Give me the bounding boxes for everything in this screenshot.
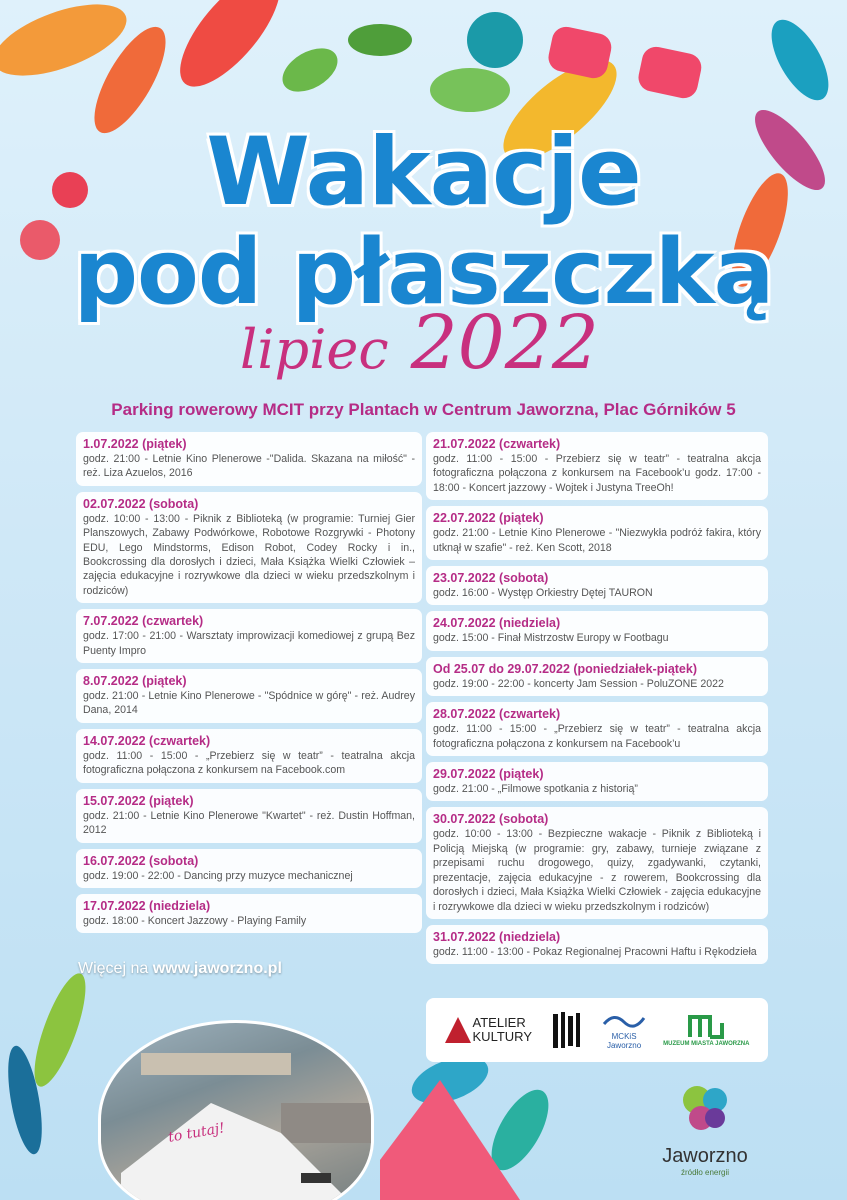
museum-name: MUZEUM MIASTA JAWORZNA xyxy=(663,1041,750,1047)
atelier-kultury-logo xyxy=(445,1016,532,1044)
event-text: godz. 21:00 - „Filmowe spotkania z historią” xyxy=(433,783,638,796)
museum-icon xyxy=(686,1013,726,1039)
atelier-line1: ATELIER xyxy=(472,1015,526,1030)
venue: Parking rowerowy MCIT przy Plantach w Centrum Jaworzna, Plac Górników 5 xyxy=(111,400,736,419)
event-date: 21.07.2022 (czwartek) xyxy=(433,437,561,451)
month-year xyxy=(240,300,599,386)
event-card xyxy=(76,789,422,843)
event-date: Od 25.07 do 29.07.2022 (poniedziałek-piątek) xyxy=(433,661,697,676)
event-card xyxy=(76,609,422,663)
event-card xyxy=(76,432,422,486)
event-date: 22.07.2022 (piątek) xyxy=(433,511,544,526)
event-card xyxy=(76,669,422,723)
event-date: 7.07.2022 (czwartek) xyxy=(83,614,204,629)
month-label: lipiec xyxy=(240,318,389,381)
event-date: 02.07.2022 (sobota) xyxy=(83,496,199,511)
event-card xyxy=(76,492,422,603)
event-card xyxy=(426,432,768,500)
event-card xyxy=(426,611,768,650)
event-text: godz. 21:00 - Letnie Kino Plenerowe - "Niezwykła podróż fakira, który utknął w szafie" - reż. Ken Scott, 2018 xyxy=(433,527,761,554)
event-text: godz. 21:00 - Letnie Kino Plenerowe - "Spódnice w górę" - reż. Audrey Dana, 2014 xyxy=(83,690,415,717)
mckis-logo xyxy=(602,1010,646,1050)
events-column-right xyxy=(426,432,768,970)
year-label: 2022 xyxy=(410,300,599,386)
event-date: 24.07.2022 (niedziela) xyxy=(433,616,561,631)
photo-illustration xyxy=(101,1023,374,1200)
more-prefix: Więcej na xyxy=(78,960,153,977)
event-date: 17.07.2022 (niedziela) xyxy=(83,898,211,913)
event-text: godz. 21:00 - Letnie Kino Plenerowe "Kwartet" - reż. Dustin Hoffman, 2012 xyxy=(83,809,415,837)
triangle-icon xyxy=(445,1017,471,1043)
city-name: Jaworzno xyxy=(662,1145,748,1167)
title-line-1: Wakacje xyxy=(206,118,641,227)
event-card xyxy=(76,729,422,783)
event-text: godz. 11:00 - 15:00 - Przebierz się w teatr” - teatralna akcja fotograficzna połączona z konkursem na Facebook’u godz. 17:00 - 18:00 - Koncert jazzowy - Wojtek i Justyna TreeOh! xyxy=(433,453,761,494)
event-card xyxy=(426,657,768,696)
event-card xyxy=(76,894,422,933)
partner-logos xyxy=(426,998,768,1062)
event-text: godz. 18:00 - Koncert Jazzowy - Playing Family xyxy=(83,914,307,927)
event-date: 23.07.2022 (sobota) xyxy=(433,571,549,586)
event-card xyxy=(426,506,768,560)
event-text: godz. 10:00 - 13:00 - Bezpieczne wakacje - Piknik z Biblioteką i Policją Miejską (w programie: gry, zabawy, turnieje związane z przepisami ruchu drogowego, quizy, zgadywanki, czytanki, prezentacje, zajęcia edukacyjne - z rowerem, Bookcrossing dla dorosłych i dzieci, Mała Książka Wielki Człowiek - zajęcia edukacyjne i rozrywkowe dla dzieci w wieku przedszkolnym i rodziców) xyxy=(433,828,761,913)
event-date: 16.07.2022 (sobota) xyxy=(83,853,199,868)
event-date: 30.07.2022 (sobota) xyxy=(433,812,549,827)
city-tagline: źródło energii xyxy=(680,1168,730,1177)
event-text: godz. 19:00 - 22:00 - koncerty Jam Session - PoluZONE 2022 xyxy=(433,677,724,690)
museum-logo xyxy=(663,1013,749,1047)
event-text: godz. 16:00 - Występ Orkiestry Dętej TAURON xyxy=(433,587,653,600)
website-link[interactable]: www.jaworzno.pl xyxy=(152,960,282,977)
event-date: 15.07.2022 (piątek) xyxy=(83,793,194,808)
photo-caption: to tutaj! xyxy=(167,1120,227,1146)
jaworzno-symbol-icon xyxy=(675,1080,735,1136)
title-line-2: pod płaszczką xyxy=(73,220,774,325)
event-text: godz. 11:00 - 13:00 - Pokaz Regionalnej Pracowni Haftu i Rękodzieła xyxy=(433,945,757,958)
atelier-line2: KULTURY xyxy=(472,1029,532,1044)
event-text: godz. 19:00 - 22:00 - Dancing przy muzyce mechanicznej xyxy=(83,869,353,882)
event-date: 1.07.2022 (piątek) xyxy=(83,437,187,451)
mckis-name: MCKiS xyxy=(611,1032,637,1041)
event-card xyxy=(426,807,768,918)
event-text: godz. 21:00 - Letnie Kino Plenerowe -"Dalida. Skazana na miłość" - reż. Liza Azuelos, 2016 xyxy=(83,453,415,480)
event-date: 8.07.2022 (piątek) xyxy=(83,674,187,689)
event-card xyxy=(426,762,768,801)
event-text: godz. 11:00 - 15:00 - „Przebierz się w teatr” - teatralna akcja fotograficzna połączona z konkursem na Facebook.com xyxy=(83,749,415,777)
event-text: godz. 11:00 - 15:00 - „Przebierz się w teatr” - teatralna akcja fotograficzna połączona z konkursem na Facebook’u xyxy=(433,723,761,750)
event-card xyxy=(426,566,768,605)
events-column-left xyxy=(76,432,422,939)
event-text: godz. 15:00 - Finał Mistrzostw Europy w Footbagu xyxy=(433,632,669,645)
more-info xyxy=(78,960,282,978)
event-date: 29.07.2022 (piątek) xyxy=(433,767,544,782)
event-date: 14.07.2022 (czwartek) xyxy=(83,733,211,748)
event-text: godz. 10:00 - 13:00 - Piknik z Biblioteką (w programie: Turniej Gier Planszowych, Zabawy Podwórkowe, Robotowe Rozgrywki - Photony EDU, Lego Mindstorms, Edison Robot, Codey Rocky i in., Bookcrossing dla dorosłych i dzieci, Mała Książka Wielki Człowiek – zajęcia edukacyjne i rozrywkowe dla dzieci w wieku przedszkolnym i rodziców) xyxy=(83,512,415,597)
brush-logo-icon xyxy=(549,1010,585,1050)
event-card xyxy=(76,849,422,888)
event-date: 31.07.2022 (niedziela) xyxy=(433,929,561,944)
wave-icon xyxy=(602,1010,646,1030)
mckis-city: Jaworzno xyxy=(606,1041,642,1050)
event-card xyxy=(426,702,768,756)
event-date: 28.07.2022 (czwartek) xyxy=(433,707,561,722)
event-card xyxy=(426,925,768,964)
event-text: godz. 17:00 - 21:00 - Warsztaty improwizacji komediowej z grupą Bez Puenty Impro xyxy=(83,630,415,657)
jaworzno-logo xyxy=(650,1080,760,1177)
